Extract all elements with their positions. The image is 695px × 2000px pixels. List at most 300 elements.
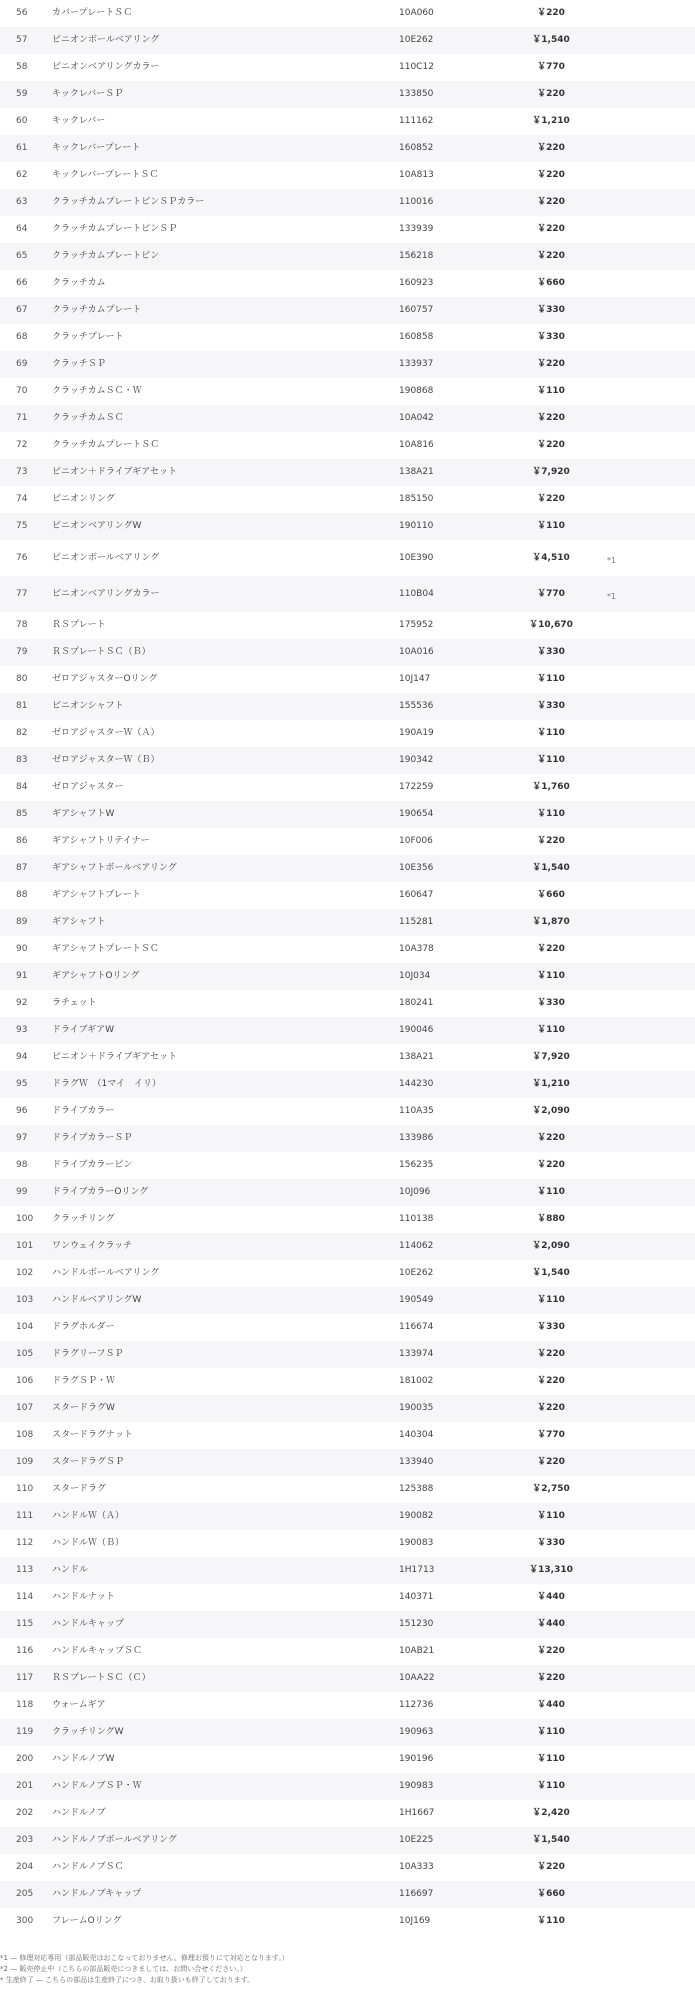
table-row [0,909,695,936]
part-name-cell: ハンドルベアリングW [52,1287,399,1314]
part-name-cell: クラッチプレート [52,324,399,351]
table-row [0,1530,695,1557]
part-price-cell: ￥1,760 [495,774,607,801]
part-price-cell: ￥770 [495,1422,607,1449]
part-price-cell: ￥330 [495,639,607,666]
part-price-cell: ￥110 [495,1179,607,1206]
part-code-cell: 190196 [399,1746,495,1773]
part-note-cell [607,855,695,882]
part-price-cell: ￥220 [495,1125,607,1152]
part-code-cell: 160647 [399,882,495,909]
part-name-cell: ギアシャフトOリング [52,963,399,990]
part-number-cell: 202 [0,1800,52,1827]
table-row [0,1746,695,1773]
part-code-cell: 190082 [399,1503,495,1530]
part-note-cell [607,1179,695,1206]
part-price-cell: ￥110 [495,1287,607,1314]
part-number-cell: 85 [0,801,52,828]
table-row [0,1125,695,1152]
part-price-cell: ￥330 [495,1314,607,1341]
part-note-cell [607,936,695,963]
part-code-cell: 10J034 [399,963,495,990]
part-note-cell [607,1692,695,1719]
part-number-cell: 71 [0,405,52,432]
part-code-cell: 10AB21 [399,1638,495,1665]
table-row [0,1017,695,1044]
part-price-cell: ￥110 [495,513,607,540]
part-code-cell: 110138 [399,1206,495,1233]
part-number-cell: 62 [0,162,52,189]
table-row [0,1665,695,1692]
part-note-cell [607,324,695,351]
part-note-cell [607,801,695,828]
part-price-cell: ￥330 [495,297,607,324]
part-note-cell [607,189,695,216]
part-note-cell [607,1017,695,1044]
part-name-cell: ピニオンリング [52,486,399,513]
part-price-cell: ￥220 [495,351,607,378]
table-row [0,162,695,189]
part-price-cell: ￥110 [495,1746,607,1773]
part-note-cell [607,1908,695,1935]
part-number-cell: 61 [0,135,52,162]
part-name-cell: キックレバー [52,108,399,135]
part-name-cell: ドラグＳＰ・Ｗ [52,1368,399,1395]
part-number-cell: 113 [0,1557,52,1584]
part-code-cell: 160852 [399,135,495,162]
table-row [0,1800,695,1827]
table-row [0,81,695,108]
part-number-cell: 58 [0,54,52,81]
part-name-cell: ハンドル [52,1557,399,1584]
part-price-cell: ￥1,210 [495,108,607,135]
part-number-cell: 300 [0,1908,52,1935]
part-number-cell: 59 [0,81,52,108]
part-number-cell: 66 [0,270,52,297]
part-name-cell: ドラグホルダー [52,1314,399,1341]
part-number-cell: 203 [0,1827,52,1854]
table-row [0,486,695,513]
part-note-cell [607,666,695,693]
part-number-cell: 75 [0,513,52,540]
part-note-cell [607,828,695,855]
table-row [0,1071,695,1098]
part-name-cell: ハンドルノブＳＰ・Ｗ [52,1773,399,1800]
table-row [0,1908,695,1935]
table-row [0,540,695,576]
table-row [0,1422,695,1449]
part-name-cell: スタードラグW [52,1395,399,1422]
part-code-cell: 160757 [399,297,495,324]
part-name-cell: ハンドルボールベアリング [52,1260,399,1287]
part-code-cell: 111162 [399,108,495,135]
table-row [0,963,695,990]
part-name-cell: ＲＳプレートＳＣ（Ｂ） [52,639,399,666]
part-note-cell [607,1125,695,1152]
part-name-cell: クラッチカムプレート [52,297,399,324]
part-price-cell: ￥4,510 [495,540,607,576]
part-number-cell: 72 [0,432,52,459]
part-note-cell [607,612,695,639]
part-price-cell: ￥220 [495,135,607,162]
part-price-cell: ￥110 [495,666,607,693]
part-number-cell: 81 [0,693,52,720]
part-note-cell [607,1422,695,1449]
part-price-cell: ￥220 [495,243,607,270]
part-number-cell: 69 [0,351,52,378]
part-code-cell: 151230 [399,1611,495,1638]
part-number-cell: 93 [0,1017,52,1044]
part-number-cell: 70 [0,378,52,405]
part-note-cell [607,1476,695,1503]
table-row [0,297,695,324]
part-number-cell: 73 [0,459,52,486]
part-price-cell: ￥220 [495,432,607,459]
part-name-cell: ギアシャフトプレート [52,882,399,909]
part-price-cell: ￥220 [495,1665,607,1692]
part-name-cell: ハンドルノブＳＣ [52,1854,399,1881]
table-row [0,1449,695,1476]
table-row [0,1206,695,1233]
part-code-cell: 10A016 [399,639,495,666]
part-name-cell: ＲＳプレートＳＣ（Ｃ） [52,1665,399,1692]
part-note-cell [607,216,695,243]
part-price-cell: ￥220 [495,1395,607,1422]
part-name-cell: クラッチカムプレートピンＳＰカラー [52,189,399,216]
part-name-cell: ゼロアジャスターＷ（Ａ） [52,720,399,747]
part-code-cell: 133986 [399,1125,495,1152]
table-row [0,720,695,747]
part-code-cell: 10E262 [399,1260,495,1287]
part-name-cell: ウォームギア [52,1692,399,1719]
part-price-cell: ￥330 [495,990,607,1017]
part-name-cell: ＲＳプレート [52,612,399,639]
part-number-cell: 91 [0,963,52,990]
part-note-cell [607,135,695,162]
part-note-cell [607,1449,695,1476]
part-number-cell: 82 [0,720,52,747]
part-number-cell: 78 [0,612,52,639]
table-row [0,1179,695,1206]
part-name-cell: クラッチカムプレートＳＣ [52,432,399,459]
table-row [0,1827,695,1854]
part-price-cell: ￥220 [495,162,607,189]
part-number-cell: 105 [0,1341,52,1368]
part-name-cell: クラッチカムプレートピンＳＰ [52,216,399,243]
note-marker: *1 [607,556,617,565]
table-row [0,135,695,162]
part-code-cell: 172259 [399,774,495,801]
part-code-cell: 190A19 [399,720,495,747]
part-note-cell [607,1719,695,1746]
part-code-cell: 10A813 [399,162,495,189]
part-code-cell: 10J096 [399,1179,495,1206]
part-note-cell [607,432,695,459]
part-note-cell [607,1044,695,1071]
part-code-cell: 10J147 [399,666,495,693]
part-number-cell: 108 [0,1422,52,1449]
part-price-cell: ￥660 [495,882,607,909]
table-row [0,1287,695,1314]
part-price-cell: ￥770 [495,54,607,81]
part-name-cell: ギアシャフトプレートＳＣ [52,936,399,963]
table-row [0,351,695,378]
part-note-cell [607,1098,695,1125]
part-name-cell: ギアシャフトボールベアリング [52,855,399,882]
footnotes [0,1953,695,1986]
part-name-cell: クラッチカムプレートピン [52,243,399,270]
part-name-cell: ハンドルノブW [52,1746,399,1773]
part-price-cell: ￥10,670 [495,612,607,639]
part-code-cell: 116674 [399,1314,495,1341]
part-note-cell [607,1287,695,1314]
part-price-cell: ￥660 [495,270,607,297]
part-note-cell [607,108,695,135]
part-code-cell: 160858 [399,324,495,351]
part-code-cell: 10E356 [399,855,495,882]
part-code-cell: 110C12 [399,54,495,81]
part-code-cell: 116697 [399,1881,495,1908]
part-note-cell [607,1152,695,1179]
part-number-cell: 100 [0,1206,52,1233]
part-price-cell: ￥220 [495,0,607,27]
part-note-cell [607,774,695,801]
part-price-cell: ￥7,920 [495,459,607,486]
table-row [0,1881,695,1908]
part-number-cell: 99 [0,1179,52,1206]
table-row [0,270,695,297]
table-row [0,1044,695,1071]
part-name-cell: ハンドルノブボールベアリング [52,1827,399,1854]
table-row [0,1584,695,1611]
part-code-cell: 114062 [399,1233,495,1260]
table-row [0,1395,695,1422]
part-note-cell [607,1611,695,1638]
part-price-cell: ￥770 [495,576,607,612]
part-number-cell: 88 [0,882,52,909]
part-note-cell [607,1071,695,1098]
table-row [0,108,695,135]
part-price-cell: ￥110 [495,378,607,405]
table-row [0,1476,695,1503]
part-name-cell: ピニオンボールベアリング [52,27,399,54]
part-number-cell: 115 [0,1611,52,1638]
table-row [0,612,695,639]
part-code-cell: 10A816 [399,432,495,459]
part-code-cell: 1H1667 [399,1800,495,1827]
part-price-cell: ￥110 [495,1017,607,1044]
part-note-cell [607,882,695,909]
part-note-cell [607,1530,695,1557]
part-price-cell: ￥220 [495,828,607,855]
table-row [0,882,695,909]
part-name-cell: ゼロアジャスターOリング [52,666,399,693]
part-name-cell: ピニオンシャフト [52,693,399,720]
part-price-cell: ￥110 [495,801,607,828]
part-code-cell: 112736 [399,1692,495,1719]
table-row [0,243,695,270]
part-number-cell: 60 [0,108,52,135]
part-price-cell: ￥880 [495,1206,607,1233]
part-number-cell: 63 [0,189,52,216]
table-row [0,54,695,81]
part-code-cell: 110A35 [399,1098,495,1125]
note-marker: *1 [607,592,617,601]
part-name-cell: ハンドルキャップＳＣ [52,1638,399,1665]
part-code-cell: 133937 [399,351,495,378]
part-note-cell [607,1827,695,1854]
table-row [0,1773,695,1800]
part-note-cell [607,909,695,936]
part-number-cell: 107 [0,1395,52,1422]
part-number-cell: 97 [0,1125,52,1152]
part-code-cell: 190110 [399,513,495,540]
table-row [0,693,695,720]
part-price-cell: ￥220 [495,81,607,108]
part-note-cell [607,27,695,54]
part-name-cell: ピニオンボールベアリング [52,540,399,576]
part-note-cell [607,1341,695,1368]
table-row [0,1692,695,1719]
part-number-cell: 90 [0,936,52,963]
part-number-cell: 101 [0,1233,52,1260]
part-name-cell: ハンドルノブキャップ [52,1881,399,1908]
part-number-cell: 201 [0,1773,52,1800]
table-row [0,639,695,666]
part-note-cell [607,459,695,486]
part-number-cell: 204 [0,1854,52,1881]
part-name-cell: ワンウェイクラッチ [52,1233,399,1260]
part-note-cell [607,1395,695,1422]
part-number-cell: 116 [0,1638,52,1665]
part-name-cell: クラッチカムＳＣ [52,405,399,432]
part-number-cell: 109 [0,1449,52,1476]
part-code-cell: 10E225 [399,1827,495,1854]
table-row [0,747,695,774]
footnote-discontinued: * 生産終了 — こちらの部品は生産終了につき、お取り扱いも終了しております。 [0,1976,255,1984]
part-code-cell: 10AA22 [399,1665,495,1692]
part-note-cell [607,1368,695,1395]
part-number-cell: 92 [0,990,52,1017]
part-number-cell: 103 [0,1287,52,1314]
part-name-cell: ピニオンベアリングW [52,513,399,540]
part-name-cell: クラッチリングW [52,1719,399,1746]
table-row [0,216,695,243]
part-note-cell [607,405,695,432]
part-number-cell: 94 [0,1044,52,1071]
table-row [0,1314,695,1341]
part-number-cell: 200 [0,1746,52,1773]
part-number-cell: 65 [0,243,52,270]
part-number-cell: 205 [0,1881,52,1908]
part-price-cell: ￥220 [495,486,607,513]
table-row [0,324,695,351]
part-price-cell: ￥330 [495,693,607,720]
table-row [0,1098,695,1125]
table-row [0,828,695,855]
part-note-cell [607,0,695,27]
part-price-cell: ￥660 [495,1881,607,1908]
part-code-cell: 190035 [399,1395,495,1422]
part-name-cell: キックレバーＳＰ [52,81,399,108]
table-row [0,1557,695,1584]
table-row [0,378,695,405]
part-note-cell [607,540,695,576]
part-number-cell: 114 [0,1584,52,1611]
part-name-cell: ギアシャフト [52,909,399,936]
part-number-cell: 118 [0,1692,52,1719]
part-name-cell: クラッチカム [52,270,399,297]
part-note-cell [607,720,695,747]
table-row [0,1854,695,1881]
part-name-cell: ドライブカラーＳＰ [52,1125,399,1152]
part-name-cell: ドラグＷ （1マイ イリ） [52,1071,399,1098]
part-number-cell: 77 [0,576,52,612]
part-price-cell: ￥110 [495,1773,607,1800]
part-note-cell [607,1503,695,1530]
part-name-cell: ピニオンベアリングカラー [52,576,399,612]
part-price-cell: ￥220 [495,1449,607,1476]
part-code-cell: 175952 [399,612,495,639]
part-number-cell: 86 [0,828,52,855]
part-number-cell: 104 [0,1314,52,1341]
table-row [0,432,695,459]
part-price-cell: ￥110 [495,720,607,747]
part-name-cell: フレームOリング [52,1908,399,1935]
table-row [0,1341,695,1368]
part-note-cell [607,990,695,1017]
part-name-cell: カバープレートＳＣ [52,0,399,27]
part-code-cell: 10A042 [399,405,495,432]
part-name-cell: スタードラグＳＰ [52,1449,399,1476]
part-number-cell: 76 [0,540,52,576]
part-price-cell: ￥1,210 [495,1071,607,1098]
part-name-cell: ハンドルノブ [52,1800,399,1827]
part-name-cell: キックレバープレート [52,135,399,162]
part-name-cell: ゼロアジャスター [52,774,399,801]
part-price-cell: ￥2,090 [495,1098,607,1125]
part-code-cell: 190963 [399,1719,495,1746]
part-number-cell: 106 [0,1368,52,1395]
part-name-cell: ギアシャフトW [52,801,399,828]
part-name-cell: ピニオン＋ドライブギアセット [52,459,399,486]
part-number-cell: 102 [0,1260,52,1287]
part-number-cell: 89 [0,909,52,936]
part-code-cell: 10J169 [399,1908,495,1935]
part-price-cell: ￥7,920 [495,1044,607,1071]
part-code-cell: 156218 [399,243,495,270]
part-name-cell: ドラグリーフＳＰ [52,1341,399,1368]
part-price-cell: ￥220 [495,1368,607,1395]
part-code-cell: 156235 [399,1152,495,1179]
part-note-cell [607,1584,695,1611]
table-row [0,1719,695,1746]
part-code-cell: 125388 [399,1476,495,1503]
part-code-cell: 115281 [399,909,495,936]
table-row [0,855,695,882]
part-name-cell: ドライブカラーピン [52,1152,399,1179]
part-price-cell: ￥2,420 [495,1800,607,1827]
part-name-cell: ピニオンベアリングカラー [52,54,399,81]
part-note-cell [607,486,695,513]
part-name-cell: クラッチＳＰ [52,351,399,378]
part-name-cell: ハンドルナット [52,1584,399,1611]
part-code-cell: 10F006 [399,828,495,855]
part-note-cell [607,1557,695,1584]
table-row [0,405,695,432]
part-code-cell: 185150 [399,486,495,513]
part-code-cell: 10A060 [399,0,495,27]
